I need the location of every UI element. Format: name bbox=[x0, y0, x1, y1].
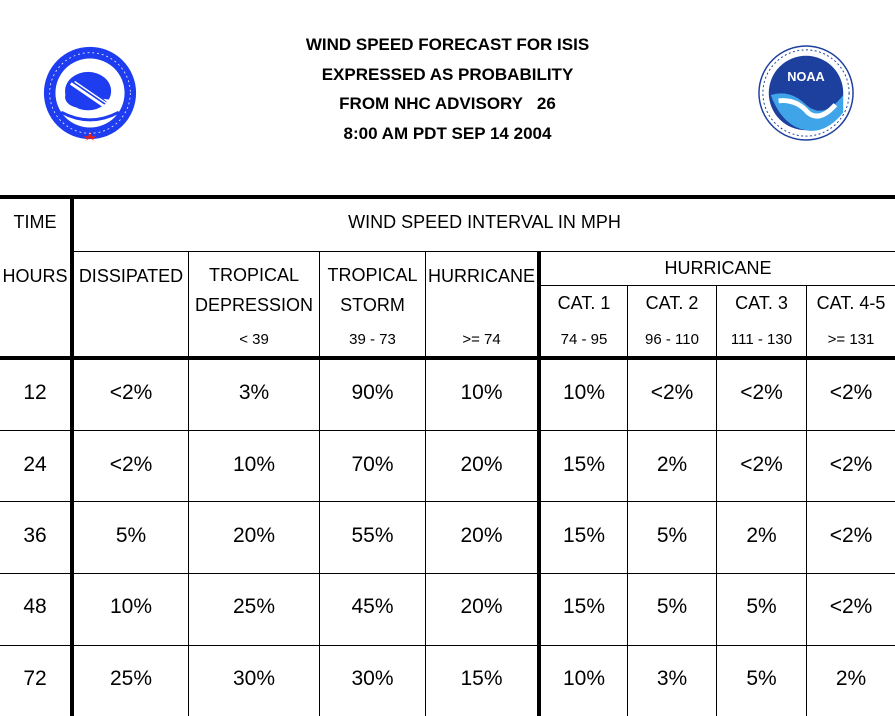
cat45-header: CAT. 4-5 bbox=[816, 293, 886, 313]
cat45-cell: <2% bbox=[829, 524, 873, 547]
interval-header: WIND SPEED INTERVAL IN MPH bbox=[348, 212, 621, 232]
tropical-storm-range: 39 - 73 bbox=[349, 331, 396, 348]
hours-cell: 12 bbox=[23, 381, 47, 404]
hurricane-range: >= 74 bbox=[462, 331, 501, 348]
dissipated-cell: <2% bbox=[109, 453, 153, 476]
dissipated-cell: <2% bbox=[109, 381, 153, 404]
title-line-3: FROM NHC ADVISORY 26 bbox=[339, 94, 556, 114]
noaa-center-text: NOAA bbox=[787, 69, 825, 85]
cat2-cell: 5% bbox=[656, 595, 688, 618]
hurricane-cell: 20% bbox=[460, 595, 503, 618]
hours-cell: 72 bbox=[23, 667, 47, 690]
hurricane-group-header: HURRICANE bbox=[664, 258, 772, 278]
cat3-header: CAT. 3 bbox=[735, 293, 788, 313]
cat45-cell: <2% bbox=[829, 453, 873, 476]
tropical-depression-cell: 30% bbox=[232, 667, 276, 690]
cat2-header: CAT. 2 bbox=[645, 293, 699, 313]
cat45-range: >= 131 bbox=[827, 331, 875, 348]
tropical-storm-header-line1: TROPICAL bbox=[327, 265, 418, 285]
dissipated-cell: 25% bbox=[109, 667, 153, 690]
header-bottom-rule bbox=[0, 356, 895, 360]
hours-cell: 24 bbox=[23, 453, 47, 476]
hurricane-cell: 10% bbox=[460, 381, 503, 404]
hours-header: HOURS bbox=[2, 266, 68, 286]
hurricane-header: HURRICANE bbox=[427, 266, 535, 286]
dissipated-cell: 5% bbox=[115, 524, 147, 547]
tropical-storm-cell: 45% bbox=[351, 595, 394, 618]
hurricane-cell: 20% bbox=[460, 524, 503, 547]
column-divider bbox=[627, 286, 628, 716]
cat3-range: 111 - 130 bbox=[730, 331, 793, 348]
tropical-storm-cell: 55% bbox=[351, 524, 394, 547]
dissipated-header: DISSIPATED bbox=[78, 266, 184, 286]
table-top-rule bbox=[0, 195, 895, 199]
cat2-cell: 3% bbox=[656, 667, 688, 690]
tropical-storm-cell: 70% bbox=[351, 453, 394, 476]
hurricane-group-rule bbox=[540, 285, 895, 286]
column-divider bbox=[425, 252, 426, 716]
tropical-depression-cell: 3% bbox=[238, 381, 270, 404]
cat2-range: 96 - 110 bbox=[645, 331, 699, 348]
cat1-cell: 10% bbox=[562, 381, 606, 404]
cat1-cell: 15% bbox=[562, 453, 606, 476]
tropical-storm-cell: 30% bbox=[351, 667, 394, 690]
row-divider bbox=[0, 573, 895, 574]
dissipated-cell: 10% bbox=[109, 595, 153, 618]
cat2-cell: 2% bbox=[656, 453, 688, 476]
column-divider bbox=[806, 286, 807, 716]
title-line-2: EXPRESSED AS PROBABILITY bbox=[321, 64, 574, 84]
tropical-depression-cell: 20% bbox=[232, 524, 276, 547]
tropical-depression-range: < 39 bbox=[239, 331, 269, 348]
cat3-cell: <2% bbox=[740, 381, 783, 404]
nws-logo-icon bbox=[42, 45, 138, 141]
cat1-cell: 10% bbox=[562, 667, 606, 690]
noaa-logo-icon bbox=[757, 44, 855, 142]
header-rule bbox=[72, 251, 895, 252]
row-divider bbox=[0, 430, 895, 431]
row-divider bbox=[0, 645, 895, 646]
cat1-cell: 15% bbox=[562, 595, 606, 618]
column-divider bbox=[319, 252, 320, 716]
column-divider bbox=[716, 286, 717, 716]
hurricane-cell: 20% bbox=[460, 453, 503, 476]
title-line-1: WIND SPEED FORECAST FOR ISIS bbox=[305, 35, 590, 54]
hurricane-group-divider bbox=[537, 252, 541, 716]
cat45-cell: 2% bbox=[835, 667, 867, 690]
cat45-cell: <2% bbox=[829, 595, 873, 618]
hurricane-cell: 15% bbox=[460, 667, 503, 690]
cat45-cell: <2% bbox=[829, 381, 873, 404]
cat1-header: CAT. 1 bbox=[557, 293, 611, 313]
cat1-range: 74 - 95 bbox=[560, 331, 608, 348]
cat1-cell: 15% bbox=[562, 524, 606, 547]
cat3-cell: 2% bbox=[746, 524, 777, 547]
tropical-depression-header-line1: TROPICAL bbox=[208, 265, 300, 285]
cat2-cell: <2% bbox=[650, 381, 694, 404]
title-line-4: 8:00 AM PDT SEP 14 2004 bbox=[343, 124, 552, 144]
hours-cell: 48 bbox=[23, 595, 47, 618]
tropical-depression-cell: 10% bbox=[232, 453, 276, 476]
tropical-storm-header-line2: STORM bbox=[340, 295, 405, 315]
time-header: TIME bbox=[13, 212, 57, 232]
cat3-cell: 5% bbox=[746, 667, 777, 690]
tropical-depression-cell: 25% bbox=[232, 595, 276, 618]
row-divider bbox=[0, 501, 895, 502]
cat3-cell: 5% bbox=[746, 595, 777, 618]
cat2-cell: 5% bbox=[656, 524, 688, 547]
cat3-cell: <2% bbox=[740, 453, 783, 476]
tropical-depression-header-line2: DEPRESSION bbox=[194, 295, 314, 315]
hours-cell: 36 bbox=[23, 524, 47, 547]
tropical-storm-cell: 90% bbox=[351, 381, 394, 404]
column-divider bbox=[188, 252, 189, 716]
